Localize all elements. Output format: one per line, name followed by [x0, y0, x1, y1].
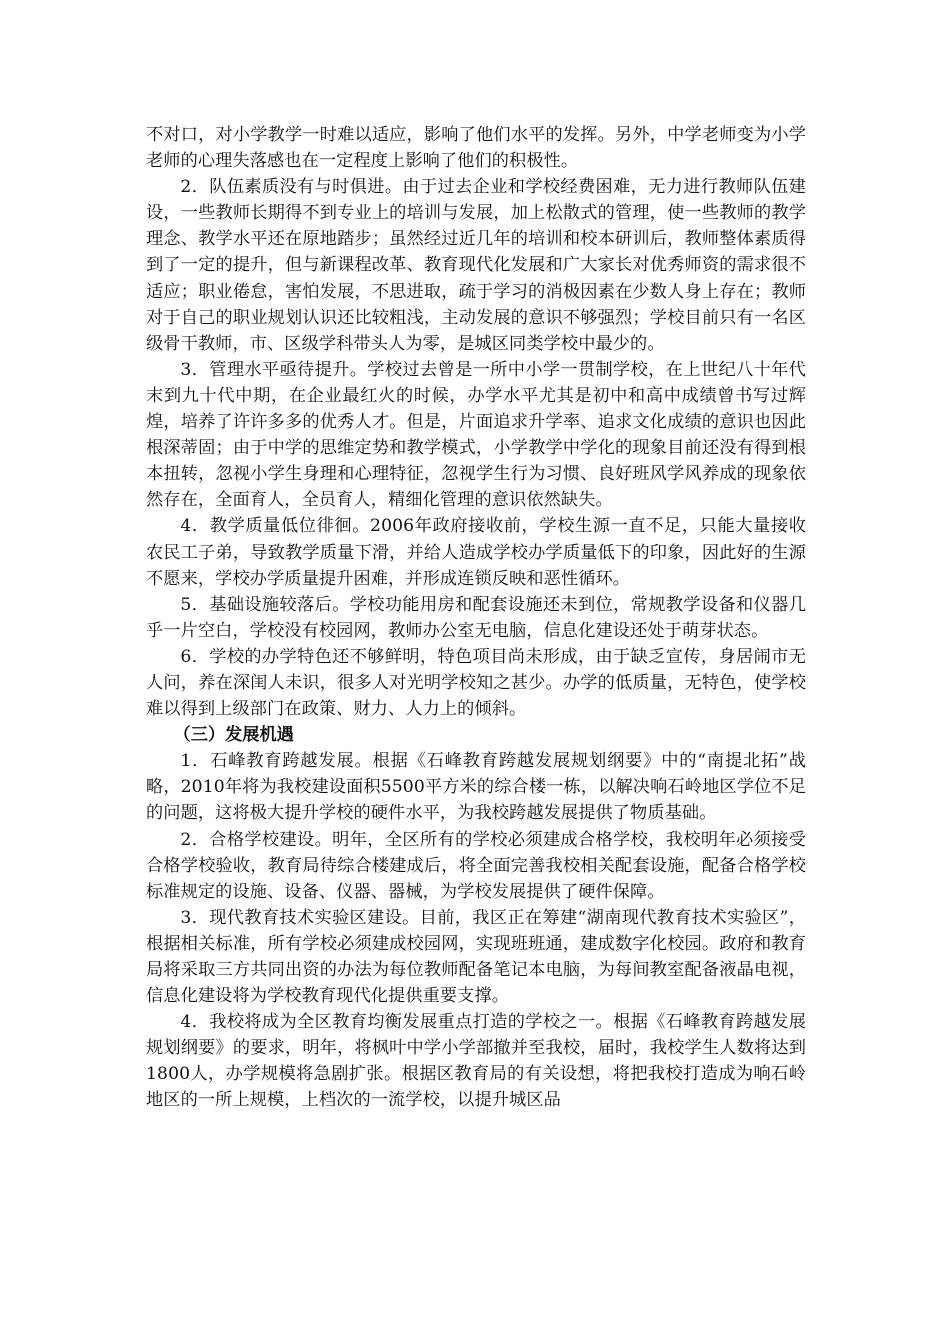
- paragraph-infrastructure: 5．基础设施较落后。学校功能用房和配套设施还未到位，常规教学设备和仪器几乎一片空白，学校没有校园网，教师办公室无电脑，信息化建设还处于萌芽状态。: [146, 594, 806, 641]
- paragraph-continuation: 不对口，对小学教学一时难以适应，影响了他们水平的发挥。另外，中学老师变为小学老师的心理失落感也在一定程度上影响了他们的积极性。: [146, 125, 806, 172]
- paragraph-teaching-quality: 4．教学质量低位徘徊。2006年政府接收前，学校生源一直不足，只能大量接收农民工子弟，导致教学质量下滑，并给人造成学校办学质量低下的印象，因此好的生源不愿来，学校办学质量提升困难，并形成连锁反映和恶性循环。: [146, 516, 806, 589]
- paragraph-opportunity-4: 4．我校将成为全区教育均衡发展重点打造的学校之一。根据《石峰教育跨越发展规划纲要》的要求，明年，将枫叶中学小学部撤并至我校，届时，我校学生人数将达到1800人，办学规模将急剧扩张。根据区教育局的有关设想，将把我校打造成为响石岭地区的一所上规模，上档次的一流学校，以提升城区品: [146, 1012, 806, 1111]
- paragraph-opportunity-1: 1．石峰教育跨越发展。根据《石峰教育跨越发展规划纲要》中的“南提北拓”战略，2010年将为我校建设面积5500平方米的综合楼一栋，以解决响石岭地区学位不足的问题，这将极大提升学校的硬件水平，为我校跨越发展提供了物质基础。: [146, 751, 806, 824]
- section-heading: （三）发展机遇: [173, 725, 294, 746]
- paragraph-opportunity-2: 2．合格学校建设。明年，全区所有的学校必须建成合格学校，我校明年必须接受合格学校验收，教育局待综合楼建成后，将全面完善我校相关配套设施，配备合格学校标准规定的设施、设备、仪器、器械，为学校发展提供了硬件保障。: [146, 829, 806, 902]
- paragraph-opportunity-3: 3．现代教育技术实验区建设。目前，我区正在筹建“湖南现代教育技术实验区”，根据相关标准，所有学校必须建成校园网，实现班班通，建成数字化校园。政府和教育局将采取三方共同出资的办法为每位教师配备笔记本电脑，为每间教室配备液晶电视，信息化建设将为学校教育现代化提供重要支撑。: [146, 907, 806, 1007]
- document-page: [146, 122, 806, 1114]
- paragraph-management: 3．管理水平亟待提升。学校过去曾是一所中小学一贯制学校，在上世纪八十年代末到九十代中期，在企业最红火的时候，办学水平尤其是初中和高中成绩曾书写过辉煌，培养了许许多多的优秀人才。但是，片面追求升学率、追求文化成绩的意识也因此根深蒂固；由于中学的思维定势和教学模式，小学教学中学化的现象目前还没有得到根本扭转，忽视小学生身理和心理特征，忽视学生行为习惯、良好班风学风养成的现象依然存在，全面育人，全员育人，精细化管理的意识依然缺失。: [146, 359, 806, 511]
- paragraph-school-features: 6．学校的办学特色还不够鲜明，特色项目尚未形成，由于缺乏宣传，身居闹市无人问，养在深闺人未识，很多人对光明学校知之甚少。办学的低质量，无特色，使学校难以得到上级部门在政策、财力、人力上的倾斜。: [146, 646, 806, 720]
- paragraph-team-quality: 2．队伍素质没有与时俱进。由于过去企业和学校经费困难，无力进行教师队伍建设，一些教师长期得不到专业上的培训与发展，加上松散式的管理，使一些教师的教学理念、教学水平还在原地踏步；虽然经过近几年的培训和校本研训后，教师整体素质得到了一定的提升，但与新课程改革、教育现代化发展和广大家长对优秀师资的需求很不适应；职业倦怠，害怕发展，不思进取，疏于学习的消极因素在少数人身上存在；教师对于自己的职业规划认识还比较粗浅，主动发展的意识不够强烈；学校目前只有一名区级骨干教师，市、区级学科带头人为零，是城区同类学校中最少的。: [146, 177, 806, 354]
